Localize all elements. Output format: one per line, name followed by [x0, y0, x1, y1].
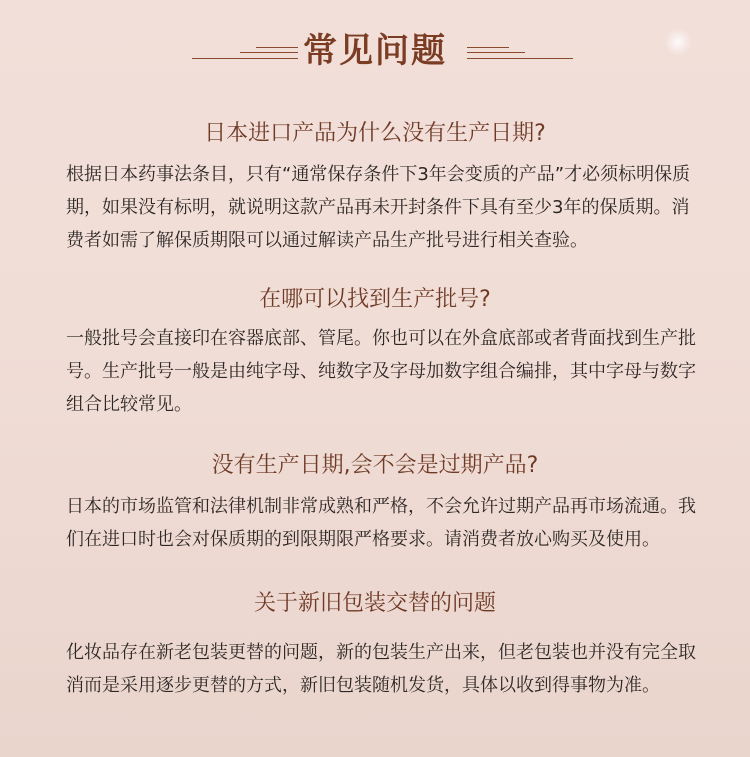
faq-question-2: 在哪可以找到生产批号? — [259, 287, 491, 312]
page-title: 常见问题 — [303, 31, 447, 71]
faq-question-3: 没有生产日期,会不会是过期产品? — [211, 453, 539, 478]
faq-header — [0, 28, 750, 74]
right-divider-ornament — [467, 44, 573, 64]
faq-question-4: 关于新旧包装交替的问题 — [253, 591, 496, 616]
faq-answer-1: 根据日本药事法条目，只有“通常保存条件下3年会变质的产品”才必须标明保质期，如果没有标明，就说明这款产品再未开封条件下具有至少3年的保质期。消费者如需了解保质期限可以通过解读产品生产批号进行相关查验。 — [66, 164, 691, 251]
faq-answer-4: 化妆品存在新老包装更替的问题，新的包装生产出来，但老包装也并没有完全取消而是采用逐步更替的方式，新旧包装随机发货，具体以收到得事物为准。 — [66, 642, 696, 696]
faq-question-1: 日本进口产品为什么没有生产日期? — [204, 121, 546, 146]
faq-answer-2: 一般批号会直接印在容器底部、管尾。你也可以在外盒底部或者背面找到生产批号。生产批号一般是由纯字母、纯数字及字母加数字组合编排，其中字母与数字组合比较常见。 — [66, 328, 696, 415]
faq-answer-3: 日本的市场监管和法律机制非常成熟和严格，不会允许过期产品再市场流通。我们在进口时也会对保质期的到限期限严格要求。请消费者放心购买及使用。 — [66, 496, 696, 550]
